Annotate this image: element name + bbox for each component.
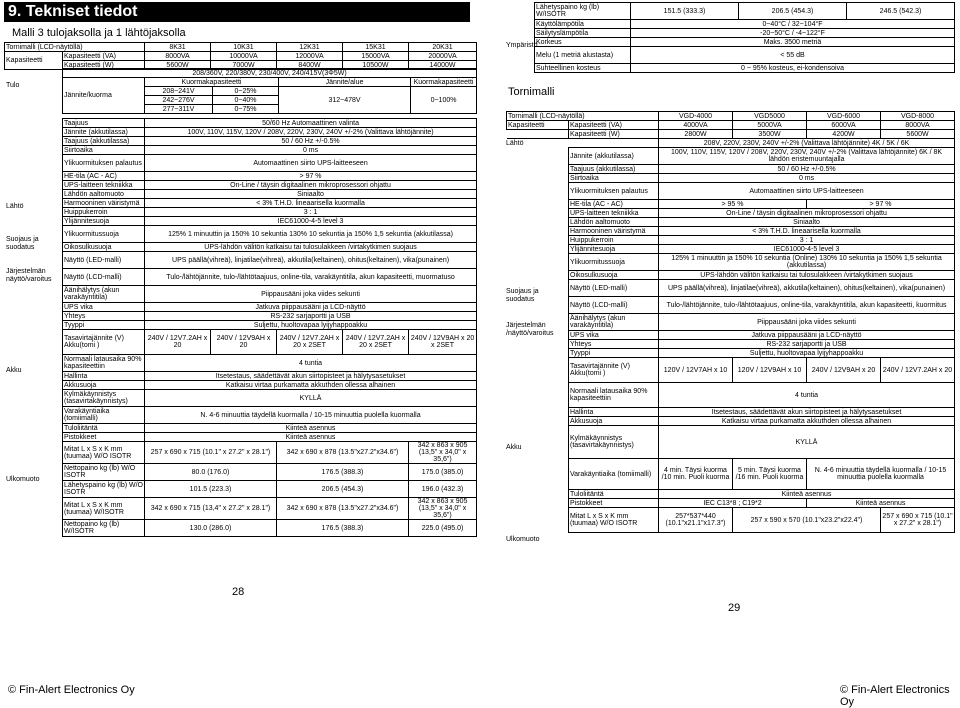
table-row: Ylikuormituksen palautus Automaattinen siirto UPS-laitteeseen <box>63 155 477 172</box>
table-row: Taajuus (akkutilassa) 50 / 60 Hz +/-0.5% <box>569 165 955 174</box>
table-row: UPS vika Jatkuva piippausääni ja LCD-näyttö <box>569 331 955 340</box>
page-subtitle: Malli 3 tulojaksolla ja 1 lähtöjaksolla <box>12 27 186 39</box>
table-row: HE-tila (AC - AC) > 97 % <box>63 172 477 181</box>
section-tulo: Tulo <box>6 82 20 89</box>
section-akku: Akku <box>6 367 22 374</box>
section-lahto: Lähtö <box>6 203 24 210</box>
input-table: 208/360V, 220/380V, 230/400V, 240/415V(3Φ5W) Jännite/kuorma Kuormakapasiteetti Jännite/alue Kuormakapasiteetti 208~241V 0~25% 312~478V 0~100% 242~276V 0~40% 277~311V 0~75% <box>62 68 477 114</box>
table-row: Huippukerroin 3 : 1 <box>569 236 955 245</box>
table-row: Lähdön aaltomuoto Siniaalto <box>569 218 955 227</box>
table-row: Äänihälytys (akun varakäyntitila) Piippausääni joka viides sekunti <box>63 286 477 303</box>
table-row: Näyttö (LED-malli) UPS päällä(vihreä), linjatilae(vihreä), akkutila(keltainen), ohitus(keltainen), vika(punainen) <box>569 280 955 297</box>
table-row: Ylijännitesuoja IEC61000-4-5 level 3 <box>569 245 955 254</box>
left-page <box>0 0 478 698</box>
table-row: UPS-laitteen tekniikka On-Line / täysin digitaalinen mikroprosessori ohjattu <box>569 209 955 218</box>
table-row: Jännite (akkutilassa) 100V, 110V, 115V, 120V / 208V, 220V, 230V, 240V +/-2% (Valittava lähtöjännite) 6K / 8K lähdön eristemuuntajalla <box>569 148 955 165</box>
section-ulkomuoto: Ulkomuoto <box>506 536 540 543</box>
spec-table-right-top: Tornimalli (LCD-näytöllä) VGD-4000 VGD5000 VGD-6000 VGD-8000 Kapasiteetti Kapasiteetti (VA) 4000VA 5000VA 6000VA 8000VA Kapasiteetti (W) 2800W 3500W 4200W 5600W <box>506 111 955 139</box>
table-row: Jännite (akkutilassa) 100V, 110V, 115V, 120V / 208V, 220V, 230V, 240V +/-2% (Valittava lähtöjännite) <box>63 128 477 137</box>
table-row: Taajuus 50/60 Hz Automaattinen valinta <box>63 119 477 128</box>
section-lahto: Lähtö <box>506 140 524 147</box>
table-row: Siirtoaika 0 ms <box>569 174 955 183</box>
table-row: Tornimalli (LCD-näytöllä) 8K31 10K31 12K31 15K31 20K31 <box>5 43 477 52</box>
spec-table-right: 208V, 220V, 230V, 240V +/-2% (Valittava lähtöjännite) 4K / 5K / 6K Jännite (akkutilassa) 100V, 110V, 115V, 120V / 208V, 220V, 230V, 240V +/-2% (Valittava lähtöjännite) 6K / 8K lähdön eristemuuntajalla Taajuus (akkutilassa) 50 / 60 Hz +/-0.5% Siirtoaika 0 ms Ylikuormituksen palautus Automaattinen siirto UPS-laitteeseen HE-tila (AC - AC) > 95 % > 97 % UPS-laitteen tekniikka On-Line / täysin digitaalinen mikroprosessori ohjattu Lähdön aaltomuoto Siniaalto Harmooninen väiristymä < 3% T.H.D. lineaarisella kuormalla Huippukerroin 3 : 1 Ylijännitesuoja IEC61000-4-5 level 3 Ylikuormitussuoja 125% 1 minuuttin ja 150% 10 sekuntia (Online) 130% 10 sekuntia ja 150% 1,5 sekuntia (akkutilassa) Oikosulkusuoja UPS-lähdön välitön katkaisu tai tulosulakkeen /virtakytkimen suojaus Näyttö (LED-malli) UPS päällä(vihreä), linjatilae(vihreä), akkutila(keltainen), ohitus(keltainen), vika(punainen) Näyttö (LCD-malli) Tulo-/lähtöjännite, tulo-/lähtötaajuus, online-tila, varakäyntitila, akun kapasiteetti, kuormitus Äänihälytys (akun varakäyntitila) Piippausääni joka viides sekunti UPS vika Jatkuva piippausääni ja LCD-näyttö Yhteys RS-232 sarjaportti ja USB Tyyppi Suljettu, huoltovapaa lyijyhappoakku Tasavirtajännite (V) Akku(tomi ) 120V / 12V7AH x 10 120V / 12V9AH x 10 240V / 12V9AH x 20 240V / 12V7.2AH x 20 Normaali latausaika 90% kapasiteettiin 4 tuntia Hallinta Itsetestaus, säädettävät akun siirtopisteet ja hälytysasetukset Akkusuoja Katkaisu virtaa purkamatta akkuthden ollessa alhainen Kylmäkäynnistys (tasavirtakäynnistys) KYLLÄ Varakäyntiaika (tomiimalli) 4 min. Täysi kuorma /10 min. Puoli kuorma 5 min. Täysi kuorma /16 min. Puoli kuorma N. 4-6 minuuttia täydellä kuormalla / 10-15 minuuttia puolella kuormalla Tuloliitäntä Kiinteä asennus Pistokkeet IEC C13*8 ; C19*2 Kiinteä asennus Mitat L x S x K mm (tuumaa) W/O ISOTR 257*537*440 (10.1"x21.1"x17.3") 257 x 590 x 570 (10.1"x23.2"x22.4") 257 x 690 x 715 (10.1" x 27.2" x 28.1") <box>568 138 955 533</box>
table-row: UPS vika Jatkuva piippausääni ja LCD-näyttö <box>63 303 477 312</box>
table-row: Tyyppi Suljettu, huoltovapaa lyijyhappoakku <box>569 349 955 358</box>
table-row: Oikosulkusuoja UPS-lähdön välitön katkaisu tai tulosulakkeen /virtakytkimen suojaus <box>569 271 955 280</box>
output-table: Taajuus 50/60 Hz Automaattinen valinta Jännite (akkutilassa) 100V, 110V, 115V, 120V / 208V, 220V, 230V, 240V +/-2% (Valittava lähtöjännite) Taajuus (akkutilassa) 50 / 60 Hz +/-0.5% Siirtoaika 0 ms Ylikuormituksen palautus Automaattinen siirto UPS-laitteeseen HE-tila (AC - AC) > 97 % UPS-laitteen tekniikka On-Line / täysin digitaalinen mikroprosessori ohjattu Lähdön aaltomuoto Siniaalto Harmooninen väiristymä < 3% T.H.D. lineaarisella kuormalla Huippukerroin 3 : 1 Ylijännitesuoja IEC61000-4-5 level 3 Ylikuormitussuoja 125% 1 minuuttin ja 150% 10 sekuntia 130% 10 sekuntia ja 150% 1,5 sekuntia (akkutilassa) Oikosulkusuoja UPS-lähdön välitön katkaisu tai tulosulakkeen /virtakytkimen suojaus Näyttö (LED-malli) UPS päällä(vihreä), linjatilae(vihreä), akkutila(keltainen), ohitus(keltainen), vika(punainen) Näyttö (LCD-malli) Tulo-/lähtöjännite, tulo-/lähtötaajuus, online-tila, varakäyntitila, akun kapasiteetti, muormatuso Äänihälytys (akun varakäyntitila) Piippausääni joka viides sekunti UPS vika Jatkuva piippausääni ja LCD-näyttö Yhteys RS-232 sarjaportti ja USB Tyyppi Suljettu, huoltovapaa lyijyhappoakku Tasavirtajännite (V) Akku(tomi ) 240V / 12V7.2AH x 20 240V / 12V9AH x 20 240V / 12V7.2AH x 20 x 2SET 240V / 12V7.2AH x 20 x 2SET 240V / 12V9AH x 20 x 2SET Normaali latausaika 90% kapasiteettiin 4 tuntia Hallinta Itsetestaus, säädettävät akun siirtopisteet ja hälytysasetukset Akkusuoja Katkaisu virtaa purkamatta akkuthden ollessa alhainen Kylmäkäynnistys (tasavirtakäynnistys) KYLLÄ Varakäyntiaika (tomiimalli) N. 4-6 minuuttia täydellä kuormalla / 10-15 minuuttia puolella kuormalla Tuloliitäntä Kiinteä asennus Pistokkeet Kiinteä asennus Mitat L x S x K mm (tuumaa) W/O ISOTR 257 x 690 x 715 (10.1" x 27.2" x 28.1") 342 x 690 x 878 (13.5"x27.2"x34.6") 342 x 863 x 905 (13,5" x 34,0" x 35,6") Nettopaino kg (lb) W/O ISOTR 80.0 (176.0) 176.5 (388.3) 175.0 (385.0) Lähetyspaino kg (lb) W/O ISOTR 101.5 (223.3) 206.5 (454.3) 196.0 (432.3) Mitat L x S x K mm (tuumaa) W/ISOTR 342 x 690 x 715 (13,4" x 27.2" x 28.1") 342 x 690 x 878 (13.5"x27.2"x34.6") 342 x 863 x 905 (13,5" x 34,0" x 35,6") Nettopaino kg (lb) W/ISOTR 130.0 (286.0) 176.5 (388.3) 225.0 (495.0) <box>62 118 477 537</box>
section-suojaus: Suojaus ja suodatus <box>506 288 539 303</box>
right-page <box>482 0 960 708</box>
table-row: Näyttö (LCD-malli) Tulo-/lähtöjännite, tulo-/lähtötaajuus, online-tila, varakäyntitila, akun kapasiteetti, kuormitus <box>569 297 955 314</box>
table-row: Äänihälytys (akun varakäyntitila) Piippausääni joka viides sekunti <box>569 314 955 331</box>
table-row: Ylikuormitussuoja 125% 1 minuuttin ja 150% 10 sekuntia (Online) 130% 10 sekuntia ja 150% 1,5 sekuntia (akkutilassa) <box>569 254 955 271</box>
table-row: Harmooninen väiristymä < 3% T.H.D. lineaarisella kuormalla <box>63 199 477 208</box>
table-row: Näyttö (LED-malli) UPS päällä(vihreä), linjatilae(vihreä), akkutila(keltainen), ohitus(keltainen), vika(punainen) <box>63 252 477 269</box>
table-row: Kapasiteetti Kapasiteetti (VA) 8000VA 10000VA 12000VA 15000VA 20000VA <box>5 52 477 61</box>
table-row: UPS-laitteen tekniikka On-Line / täysin digitaalinen mikroprosessori ohjattu <box>63 181 477 190</box>
section-suojaus: Suojaus ja suodatus <box>6 236 39 251</box>
table-row: Näyttö (LCD-malli) Tulo-/lähtöjännite, tulo-/lähtötaajuus, online-tila, varakäyntitila, akun kapasiteetti, muormatuso <box>63 269 477 286</box>
page-header: 9. Tekniset tiedot <box>4 2 470 22</box>
table-row: Harmooninen väiristymä < 3% T.H.D. lineaarisella kuormalla <box>569 227 955 236</box>
tornimalli-title: Tornimalli <box>508 86 555 98</box>
section-ulkomuoto: Ulkomuoto <box>6 476 40 483</box>
section-jarjestelma: Järjestelmän näyttö/varoitus <box>6 268 52 283</box>
table-row: Lähdön aaltomuoto Siniaalto <box>63 190 477 199</box>
table-row: Ylijännitesuoja IEC61000-4-5 level 3 <box>63 217 477 226</box>
spec-table-left <box>4 42 477 70</box>
table-row: Yhteys RS-232 sarjaportti ja USB <box>63 312 477 321</box>
env-table: Lähetyspaino kg (lb) W/ISOTR 151.5 (333.3) 206.5 (454.3) 246.5 (542.3) Käyttölämpötila 0~40°C / 32~104°F Säilytyslämpötila -20~50°C / -4~122°F Korkeus Maks. 3500 metriä Melu (1 metriä alustasta) < 55 dB Suhteellinen kosteus 0 ~ 95% kosteus, ei-kondensoiva <box>534 2 955 73</box>
table-row: Ylikuormitussuoja 125% 1 minuuttin ja 150% 10 sekuntia 130% 10 sekuntia ja 150% 1,5 sekuntia (akkutilassa) <box>63 226 477 243</box>
section-akku: Akku <box>506 444 522 451</box>
table-row: Siirtoaika 0 ms <box>63 146 477 155</box>
table-row: Huippukerroin 3 : 1 <box>63 208 477 217</box>
table-row: Yhteys RS-232 sarjaportti ja USB <box>569 340 955 349</box>
table-row: Kapasiteetti (W) 5600W 7000W 8400W 10500W 14000W <box>5 61 477 70</box>
table-row: Taajuus (akkutilassa) 50 / 60 Hz +/-0.5% <box>63 137 477 146</box>
page-number: 29 <box>728 602 741 614</box>
page-number: 28 <box>232 586 245 598</box>
table-row: Ylikuormituksen palautus Automaattinen siirto UPS-laitteeseen <box>569 183 955 200</box>
section-ymparisto: Ympäristö <box>506 42 538 49</box>
footer-copyright: © Fin-Alert Electronics Oy <box>8 684 135 696</box>
section-jarjestelma: Järjestelmän /näyttö/varoitus <box>506 322 554 337</box>
footer-copyright: © Fin-Alert Electronics Oy <box>840 684 950 708</box>
table-row: Oikosulkusuoja UPS-lähdön välitön katkaisu tai tulosulakkeen /virtakytkimen suojaus <box>63 243 477 252</box>
table-row: Tyyppi Suljettu, huoltovapaa lyijyhappoakku <box>63 321 477 330</box>
